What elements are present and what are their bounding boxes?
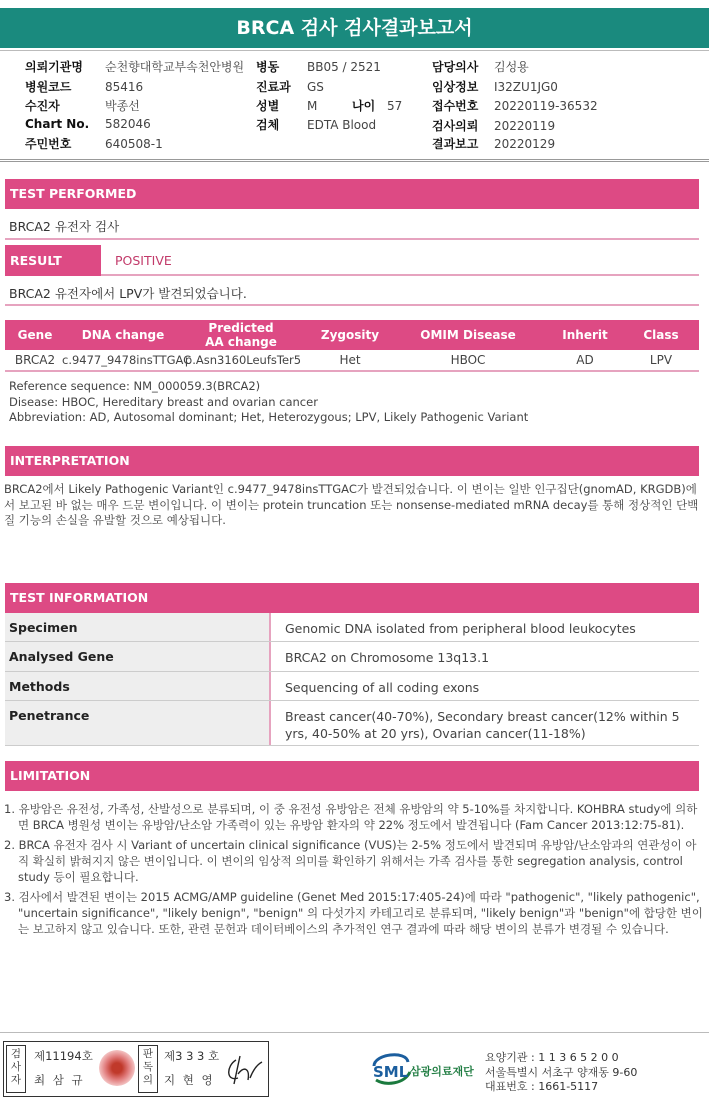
col-omim: OMIM Disease (420, 328, 516, 342)
abbreviation-note: Abbreviation: AD, Autosomal dominant; Het, Heterozygous; LPV, Likely Pathogenic Variant (9, 410, 529, 424)
result-summary: BRCA2 유전자에서 LPV가 발견되었습니다. (9, 286, 247, 301)
analysed-gene-value: BRCA2 on Chromosome 13q13.1 (269, 642, 699, 671)
result-value: POSITIVE (101, 245, 699, 276)
cell-aa-change: p.Asn3160LeufsTer5 (184, 353, 302, 367)
info-reported: 결과보고 20220129 (432, 137, 556, 151)
gene-table-header (5, 320, 699, 350)
info-hospital-code: 병원코드 85416 (25, 80, 144, 94)
methods-value: Sequencing of all coding exons (269, 672, 699, 700)
address: 서울특별시 서초구 양재동 9-60 (485, 1066, 638, 1079)
reader-license: 제3 3 3 호 (164, 1049, 220, 1063)
interpretation-heading: INTERPRETATION (5, 446, 699, 476)
methods-label: Methods (5, 672, 269, 700)
info-department: 진료과 GS (256, 80, 324, 94)
cell-inherit: AD (576, 353, 594, 367)
info-chart-no: Chart No. 582046 (25, 117, 151, 131)
institution-code: 요양기관 : 1 1 3 6 5 2 0 0 (485, 1051, 619, 1064)
test-performed-text: BRCA2 유전자 검사 (9, 219, 120, 234)
col-zygosity: Zygosity (320, 328, 380, 342)
report-title: BRCA 검사 검사결과보고서 (0, 8, 709, 48)
info-requested: 검사의뢰 20220119 (432, 119, 556, 133)
analysed-gene-label: Analysed Gene (5, 642, 269, 671)
divider (5, 238, 699, 240)
info-patient: 수진자 박종선 (25, 99, 140, 113)
examiner-seal (99, 1050, 135, 1086)
examiner-name: 최 삼 규 (34, 1073, 85, 1087)
penetrance-value: Breast cancer(40-70%), Secondary breast cancer(12% within 5 yrs, 40-50% at 20 yrs), Ovarian cancer(11-18%) (269, 701, 699, 745)
interpretation-text: BRCA2에서 Likely Pathogenic Variant인 c.9477_9478insTTGAC가 발견되었습니다. 이 변이는 일반 인구집단(gnomAD, KRGDB)에서 보고된 바 없는 매우 드문 변이입니다. 이 변이는 protein truncation 또는 nonsense-mediated mRNA decay를 통해 정상적인 단백질 기능의 손실을 유발할 것으로 예상됩니다. (4, 482, 699, 527)
info-accession: 접수번호 20220119-36532 (432, 99, 598, 113)
divider (5, 304, 699, 306)
cell-dna-change: c.9477_9478insTTGAC (62, 353, 192, 367)
limitation-list (4, 801, 704, 941)
table-row (5, 642, 699, 672)
result-label: RESULT (5, 245, 101, 276)
sml-logo-text: SML (373, 1063, 409, 1081)
table-row (5, 350, 699, 372)
limitation-heading: LIMITATION (5, 761, 699, 791)
report-footer (0, 1032, 709, 1103)
limitation-item: 1. 유방암은 유전성, 가족성, 산발성으로 분류되며, 이 중 유전성 유방암은 전체 유방암의 약 5-10%를 차지합니다. KOHBRA study에 의하면 BRCA 병원성 변이는 유방암/난소암 가족력이 있는 유방암 환자의 약 22% 정도에서 발견됩니다 (Fam Cancer 2013:12:75-81). (4, 802, 698, 832)
reader-signature (222, 1052, 266, 1088)
col-dna-change: DNA change (81, 328, 165, 342)
sml-logo-korean: 삼광의료재단 (410, 1065, 474, 1078)
col-aa-change: Predicted AA change (205, 321, 277, 349)
limitation-item: 3. 검사에서 발견된 변이는 2015 ACMG/AMP guideline (Genet Med 2015:17:405-24)에 따라 "pathogenic", "likely pathogenic", "uncertain significance", "likely benign", "benign" 의 다섯가지 카테고리로 분류되며, "likely benign"과 "benign"에 합당한 변이는 보고하지 않고 있습니다. 또한, 관련 문헌과 데이터베이스의 추가적인 연구 결과에 따라 해당 변이의 분류가 변경될 수 있습니다. (4, 890, 703, 936)
cell-gene: BRCA2 (14, 353, 56, 367)
test-performed-heading: TEST PERFORMED (5, 179, 699, 209)
signature-box (3, 1041, 269, 1097)
table-row (5, 701, 699, 746)
col-gene: Gene (17, 328, 53, 342)
specimen-value: Genomic DNA isolated from peripheral blood leukocytes (269, 613, 699, 641)
cell-zygosity: Het (339, 353, 361, 367)
info-doctor: 담당의사 김성용 (432, 60, 529, 74)
reference-note: Reference sequence: NM_000059.3(BRCA2) (9, 379, 261, 393)
penetrance-label: Penetrance (5, 701, 269, 745)
table-row (5, 613, 699, 642)
limitation-item: 2. BRCA 유전자 검사 시 Variant of uncertain clinical significance (VUS)는 2-5% 정도에서 발견되며 유방암/난소암과의 연관성이 아직 확실히 밝혀지지 않은 변이입니다. 이 변이의 임상적 의미를 확인하기 위해서는 가족 검사를 통한 segregation analysis, control study 등이 필요합니다. (4, 838, 697, 884)
examiner-license: 제11194호 (34, 1049, 93, 1063)
col-class: Class (643, 328, 679, 342)
reader-name: 지 현 영 (164, 1073, 215, 1087)
test-information-heading: TEST INFORMATION (5, 583, 699, 613)
phone-number: 대표번호 : 1661-5117 (485, 1080, 599, 1093)
reader-label: 판독의 (138, 1045, 158, 1093)
info-sex: 성별 M (256, 99, 318, 113)
info-ward: 병동 BB05 / 2521 (256, 60, 381, 74)
patient-info-header (0, 50, 709, 162)
cell-omim: HBOC (450, 353, 486, 367)
table-row (5, 672, 699, 701)
cell-class: LPV (649, 353, 673, 367)
info-resident-no: 주민번호 640508-1 (25, 137, 163, 151)
specimen-label: Specimen (5, 613, 269, 641)
col-inherit: Inherit (562, 328, 608, 342)
info-clinical: 임상정보 I32ZU1JG0 (432, 80, 558, 94)
info-institution: 의뢰기관명 순천향대학교부속천안병원 (25, 60, 245, 74)
info-age: 나이 57 (352, 99, 403, 113)
info-specimen: 검체 EDTA Blood (256, 118, 377, 132)
disease-note: Disease: HBOC, Hereditary breast and ovarian cancer (9, 395, 318, 409)
examiner-label: 검사자 (6, 1045, 26, 1093)
